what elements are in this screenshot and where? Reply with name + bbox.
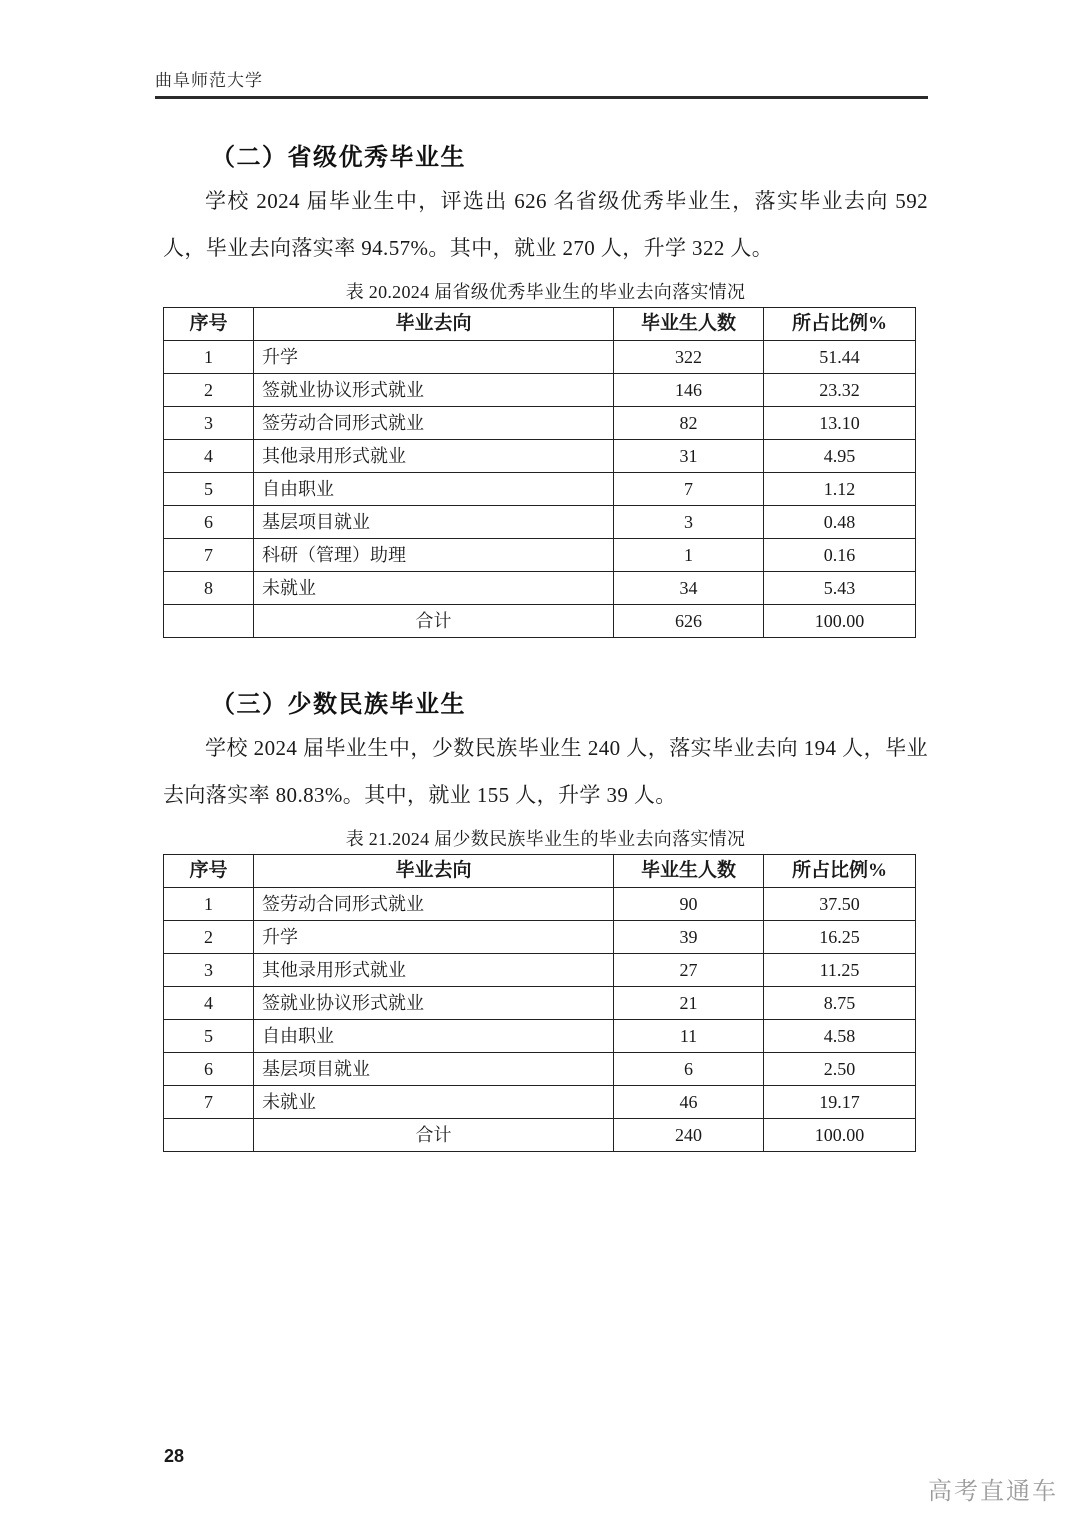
cell-index: 1 (164, 341, 254, 374)
section-provincial-outstanding-graduates (163, 137, 928, 638)
cell-count: 322 (614, 341, 764, 374)
header-divider (155, 96, 928, 99)
cell-total-count: 240 (614, 1119, 764, 1152)
cell-percentage: 37.50 (764, 888, 916, 921)
table-20 (163, 307, 916, 638)
cell-percentage: 1.12 (764, 473, 916, 506)
cell-destination: 科研（管理）助理 (254, 539, 614, 572)
cell-count: 3 (614, 506, 764, 539)
table-row (164, 921, 916, 954)
cell-count: 21 (614, 987, 764, 1020)
cell-destination: 签劳动合同形式就业 (254, 888, 614, 921)
cell-destination: 未就业 (254, 572, 614, 605)
cell-destination: 未就业 (254, 1086, 614, 1119)
column-header-index: 序号 (164, 308, 254, 341)
cell-index: 2 (164, 921, 254, 954)
cell-destination: 其他录用形式就业 (254, 954, 614, 987)
column-header-percentage: 所占比例% (764, 855, 916, 888)
cell-count: 7 (614, 473, 764, 506)
table-row (164, 374, 916, 407)
cell-percentage: 0.48 (764, 506, 916, 539)
table-row (164, 987, 916, 1020)
table-row (164, 572, 916, 605)
cell-total-label: 合计 (254, 1119, 614, 1152)
table-row (164, 1086, 916, 1119)
table-21 (163, 854, 916, 1152)
cell-destination: 基层项目就业 (254, 1053, 614, 1086)
cell-index: 3 (164, 954, 254, 987)
table-row (164, 954, 916, 987)
cell-index (164, 1119, 254, 1152)
table-row (164, 440, 916, 473)
table-header-row (164, 855, 916, 888)
document-content (163, 125, 928, 1152)
cell-count: 27 (614, 954, 764, 987)
cell-percentage: 2.50 (764, 1053, 916, 1086)
table-caption: 表 20.2024 届省级优秀毕业生的毕业去向落实情况 (345, 282, 746, 302)
table-total-row (164, 605, 916, 638)
cell-index (164, 605, 254, 638)
cell-total-count: 626 (614, 605, 764, 638)
cell-count: 90 (614, 888, 764, 921)
cell-destination: 其他录用形式就业 (254, 440, 614, 473)
watermark: 高考直通车 (928, 1478, 1058, 1505)
cell-percentage: 11.25 (764, 954, 916, 987)
table-row (164, 506, 916, 539)
cell-count: 6 (614, 1053, 764, 1086)
cell-percentage: 16.25 (764, 921, 916, 954)
cell-count: 31 (614, 440, 764, 473)
column-header-count: 毕业生人数 (614, 308, 764, 341)
cell-percentage: 4.95 (764, 440, 916, 473)
column-header-destination: 毕业去向 (254, 855, 614, 888)
cell-index: 8 (164, 572, 254, 605)
cell-index: 4 (164, 440, 254, 473)
cell-percentage: 5.43 (764, 572, 916, 605)
page-number: 28 (164, 1446, 185, 1466)
cell-index: 1 (164, 888, 254, 921)
cell-total-label: 合计 (254, 605, 614, 638)
cell-total-percentage: 100.00 (764, 605, 916, 638)
cell-index: 6 (164, 506, 254, 539)
cell-index: 4 (164, 987, 254, 1020)
cell-index: 5 (164, 1020, 254, 1053)
cell-destination: 签劳动合同形式就业 (254, 407, 614, 440)
column-header-count: 毕业生人数 (614, 855, 764, 888)
table-header-row (164, 308, 916, 341)
cell-percentage: 8.75 (764, 987, 916, 1020)
cell-destination: 自由职业 (254, 1020, 614, 1053)
cell-count: 34 (614, 572, 764, 605)
cell-destination: 签就业协议形式就业 (254, 987, 614, 1020)
cell-destination: 升学 (254, 341, 614, 374)
cell-index: 3 (164, 407, 254, 440)
table-row (164, 341, 916, 374)
table-caption: 表 21.2024 届少数民族毕业生的毕业去向落实情况 (345, 829, 746, 849)
table-row (164, 1020, 916, 1053)
cell-destination: 升学 (254, 921, 614, 954)
cell-total-percentage: 100.00 (764, 1119, 916, 1152)
section-ethnic-minority-graduates (163, 684, 928, 1152)
cell-count: 82 (614, 407, 764, 440)
table-row (164, 539, 916, 572)
column-header-index: 序号 (164, 855, 254, 888)
cell-percentage: 4.58 (764, 1020, 916, 1053)
cell-percentage: 23.32 (764, 374, 916, 407)
cell-index: 5 (164, 473, 254, 506)
table-row (164, 473, 916, 506)
cell-destination: 自由职业 (254, 473, 614, 506)
cell-count: 1 (614, 539, 764, 572)
table-row (164, 888, 916, 921)
cell-percentage: 13.10 (764, 407, 916, 440)
cell-index: 2 (164, 374, 254, 407)
cell-destination: 签就业协议形式就业 (254, 374, 614, 407)
section-heading: （二）省级优秀毕业生 (211, 145, 466, 171)
section-paragraph: 学校 2024 届毕业生中，少数民族毕业生 240 人，落实毕业去向 194 人，毕业去向落实率 80.83%。其中，就业 155 人，升学 39 人。 (163, 736, 928, 807)
table-row (164, 1053, 916, 1086)
table-total-row (164, 1119, 916, 1152)
cell-count: 11 (614, 1020, 764, 1053)
section-heading: （三）少数民族毕业生 (211, 692, 466, 718)
cell-destination: 基层项目就业 (254, 506, 614, 539)
section-paragraph: 学校 2024 届毕业生中，评选出 626 名省级优秀毕业生，落实毕业去向 592 人，毕业去向落实率 94.57%。其中，就业 270 人，升学 322 人。 (163, 189, 928, 260)
cell-percentage: 19.17 (764, 1086, 916, 1119)
running-header (155, 66, 928, 99)
cell-percentage: 0.16 (764, 539, 916, 572)
cell-count: 146 (614, 374, 764, 407)
university-name: 曲阜师范大学 (155, 71, 263, 90)
cell-index: 6 (164, 1053, 254, 1086)
column-header-percentage: 所占比例% (764, 308, 916, 341)
cell-count: 46 (614, 1086, 764, 1119)
cell-percentage: 51.44 (764, 341, 916, 374)
column-header-destination: 毕业去向 (254, 308, 614, 341)
cell-index: 7 (164, 1086, 254, 1119)
table-row (164, 407, 916, 440)
cell-index: 7 (164, 539, 254, 572)
cell-count: 39 (614, 921, 764, 954)
